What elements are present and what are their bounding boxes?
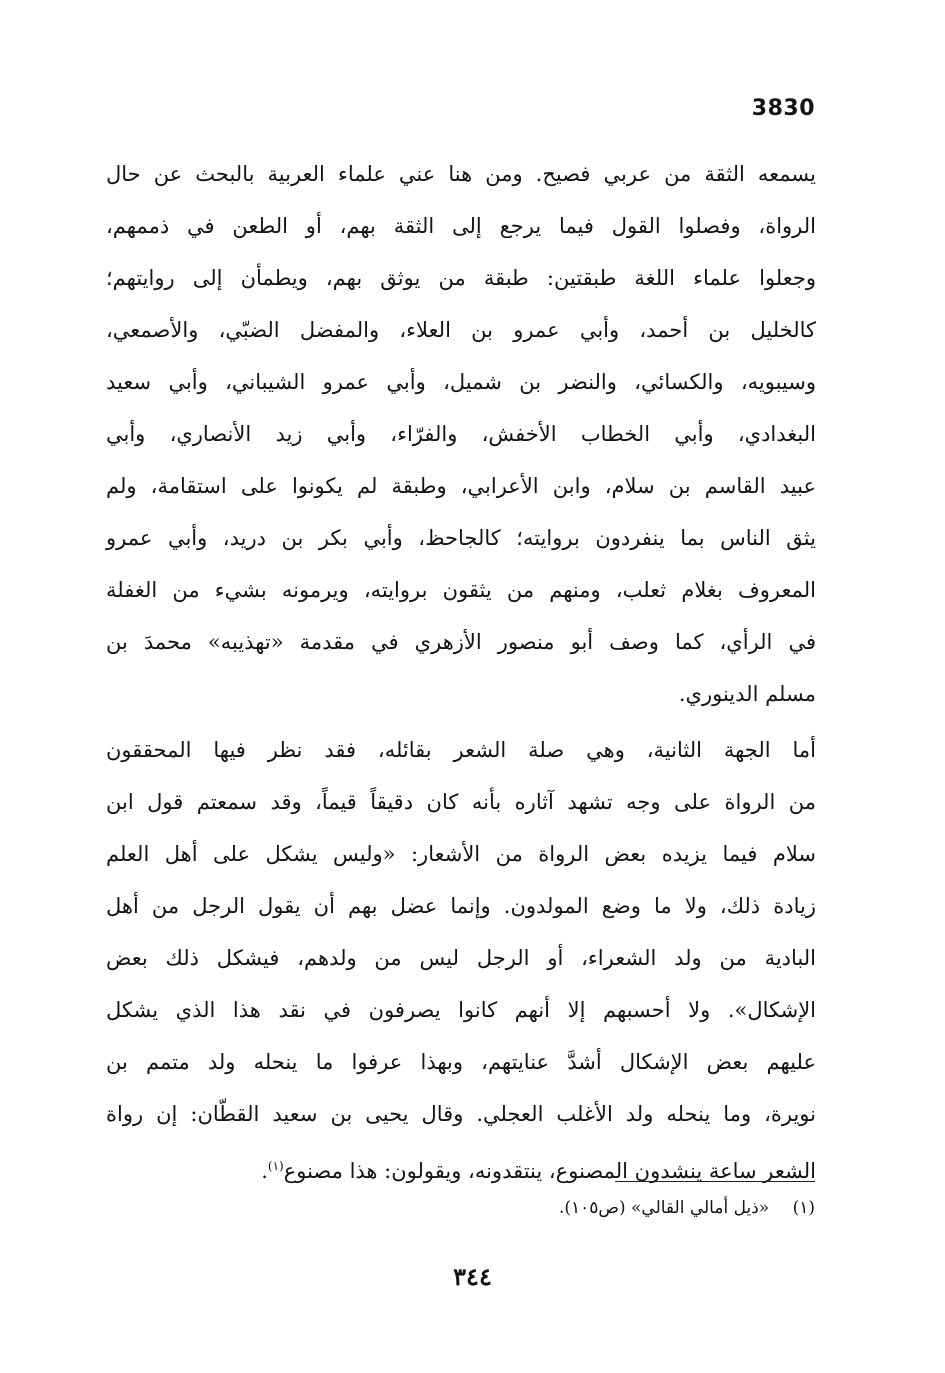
main-text bbox=[106, 148, 816, 1192]
text-line: الرواة، وفصلوا القول فيما يرجع إلى الثقة بهم، أو الطعن في ذممهم، bbox=[106, 214, 816, 238]
footnote-number: (١) bbox=[792, 1198, 815, 1218]
page-number: ٣٤٤ bbox=[453, 1262, 492, 1291]
text-line: يسمعه الثقة من عربي فصيح. ومن هنا عني علماء العربية بالبحث عن حال bbox=[106, 162, 816, 186]
text-line: أما الجهة الثانية، وهي صلة الشعر بقائله، فقد نظر فيها المحققون bbox=[106, 738, 816, 762]
text-line: البادية من ولد الشعراء، أو الرجل ليس من ولدهم، فيشكل ذلك بعض bbox=[106, 946, 816, 970]
footnote bbox=[559, 1198, 815, 1218]
text-line: كالخليل بن أحمد، وأبي عمرو بن العلاء، والمفضل الضبّي، والأصمعي، bbox=[106, 318, 816, 342]
text-line: عليهم بعض الإشكال أشدَّ عنايتهم، وبهذا عرفوا ما ينحله ولد متمم بن bbox=[106, 1050, 816, 1074]
volume-page-number: 3830 bbox=[751, 96, 815, 121]
text-line: وسيبويه، والكسائي، والنضر بن شميل، وأبي عمرو الشيباني، وأبي سعيد bbox=[106, 370, 816, 394]
footnote-divider bbox=[615, 1181, 815, 1182]
text-line: من الرواة على وجه تشهد آثاره بأنه كان دقيقاً قيماً، وقد سمعتم قول ابن bbox=[106, 790, 816, 814]
text-line: البغدادي، وأبي الخطاب الأخفش، والفرّاء، وأبي زيد الأنصاري، وأبي bbox=[106, 422, 816, 446]
text-line: نويرة، وما ينحله ولد الأغلب العجلي. وقال يحيى بن سعيد القطّان: إن رواة bbox=[106, 1102, 816, 1126]
footnote-marker: (١) bbox=[267, 1159, 284, 1173]
text-line: عبيد القاسم بن سلام، وابن الأعرابي، وطبقة لم يكونوا على استقامة، ولم bbox=[106, 474, 816, 498]
text-line-with-footnote: الشعر ساعة ينشدون المصنوع، ينتقدونه، ويقولون: هذا مصنوع$^{(١)}$. bbox=[261, 1159, 816, 1183]
text-line: المعروف بغلام ثعلب، ومنهم من يثقون بروايته، ويرمونه بشيء من الغفلة bbox=[106, 578, 816, 602]
text-line: وجعلوا علماء اللغة طبقتين: طبقة من يوثق بهم، ويطمأن إلى روايتهم؛ bbox=[106, 266, 816, 290]
footnote-text: «ذيل أمالي القالي» (ص١٠٥). bbox=[558, 1198, 770, 1218]
text-line: الإشكال». ولا أحسبهم إلا أنهم كانوا يصرفون في نقد هذا الذي يشكل bbox=[106, 998, 816, 1022]
text-line: في الرأي، كما وصف أبو منصور الأزهري في مقدمة «تهذيبه» محمدَ بن bbox=[106, 630, 816, 654]
text-line: زيادة ذلك، ولا ما وضع المولدون. وإنما عضل بهم أن يقول الرجل من أهل bbox=[106, 894, 816, 918]
text-line: الشعر ساعة ينشدون المصنوع، ينتقدونه، ويقولون: هذا مصنوع bbox=[283, 1159, 816, 1183]
text-line: سلام فيما يزيده بعض الرواة من الأشعار: «وليس يشكل على أهل العلم bbox=[106, 842, 816, 866]
text-line: يثق الناس بما ينفردون بروايته؛ كالجاحظ، وأبي بكر بن دريد، وأبي عمرو bbox=[106, 526, 816, 550]
text-line: مسلم الدينوري. bbox=[678, 682, 816, 706]
